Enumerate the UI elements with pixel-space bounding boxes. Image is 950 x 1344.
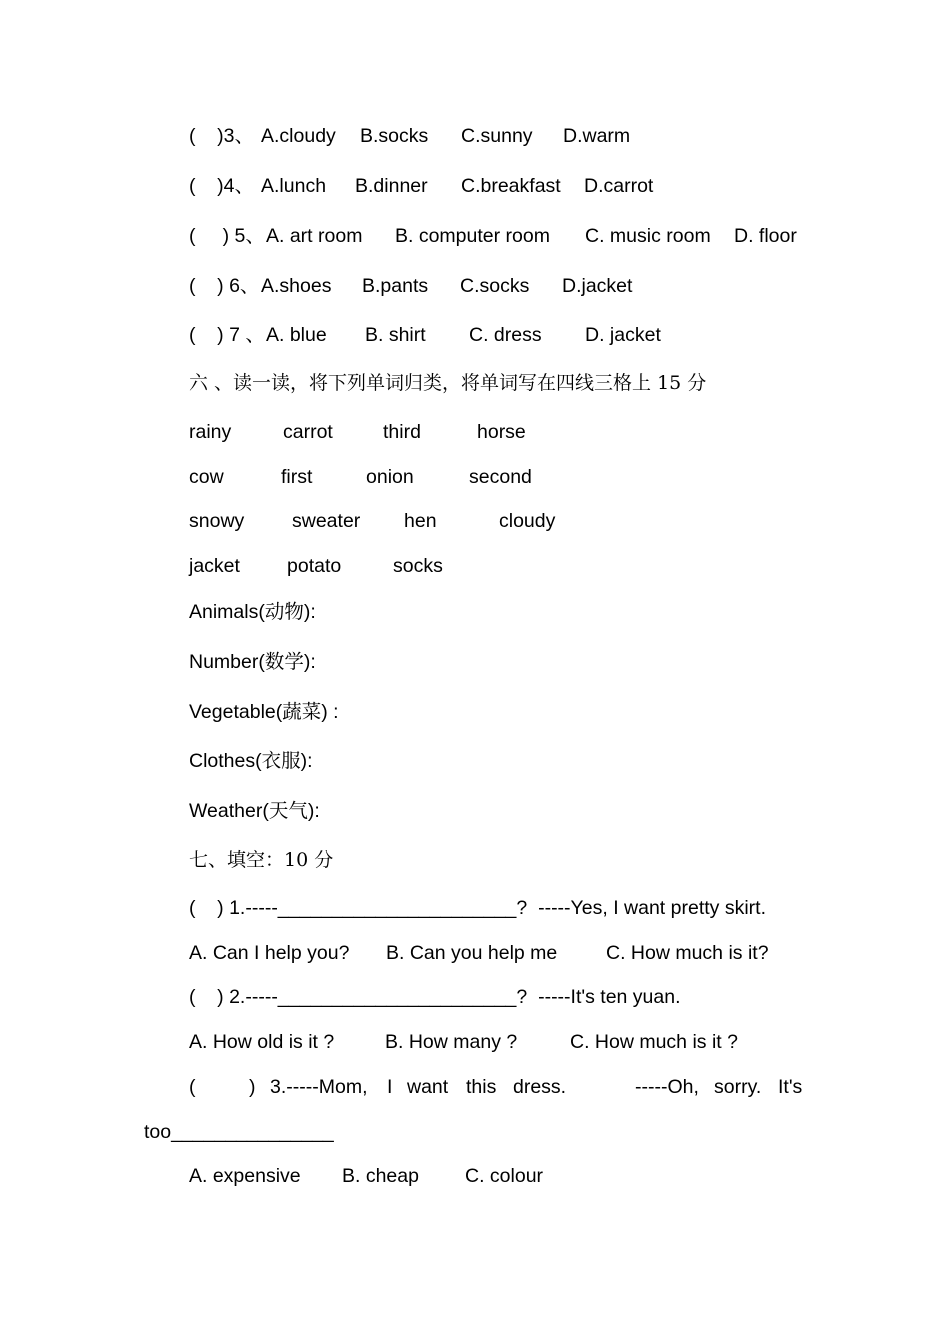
option-c: C.breakfast: [461, 175, 561, 197]
word: third: [383, 421, 421, 443]
option-d: D.warm: [563, 125, 631, 147]
option-b: B. Can you help me: [386, 942, 558, 964]
question-row: [189, 124, 631, 148]
option-d: D. floor: [734, 225, 797, 247]
options-row: [189, 1164, 544, 1188]
option-c: C. How much is it?: [606, 942, 769, 964]
question-row: [189, 174, 654, 198]
option-b: B.dinner: [355, 175, 428, 197]
word: first: [281, 466, 313, 488]
option-c: C. music room: [585, 225, 711, 247]
category-label: Vegetable(蔬菜) :: [189, 701, 339, 723]
question-number: ( )4、: [189, 175, 255, 197]
option-a: A.shoes: [261, 275, 332, 297]
option-b: B.pants: [362, 275, 429, 297]
question-number: ( ) 6、: [189, 275, 260, 297]
option-c: C. colour: [465, 1165, 544, 1187]
category-label: Weather(天气):: [189, 800, 320, 822]
word: snowy: [189, 510, 245, 532]
section-heading: 七、填空：10 分: [189, 849, 334, 871]
word: onion: [366, 466, 414, 488]
option-a: A. Can I help you?: [189, 942, 350, 964]
question-text: ( ) 1.-----______________________? -----Yes, I want pretty skirt.: [189, 897, 766, 919]
word: cloudy: [499, 510, 556, 532]
category-label: Animals(动物):: [189, 601, 316, 623]
word: carrot: [283, 421, 333, 443]
option-d: D. jacket: [585, 324, 661, 346]
question-text-continued: too_______________: [144, 1121, 334, 1143]
option-b: B. computer room: [395, 225, 550, 247]
option-b: B.socks: [360, 125, 429, 147]
question-text: ( ) 3.-----Mom, I want this dress. -----Oh, sorry. It's: [189, 1076, 803, 1098]
word: sweater: [292, 510, 361, 532]
word: second: [469, 466, 532, 488]
option-b: B. shirt: [365, 324, 426, 346]
option-a: A. art room: [266, 225, 363, 247]
option-a: A.lunch: [261, 175, 327, 197]
word: socks: [393, 555, 443, 577]
option-a: A. How old is it ?: [189, 1031, 335, 1053]
word-row: [189, 554, 443, 578]
option-b: B. How many ?: [385, 1031, 518, 1053]
section-heading: 六 、读一读，将下列单词归类，将单词写在四线三格上 15 分: [189, 372, 707, 394]
category-label: Number(数学):: [189, 651, 316, 673]
option-b: B. cheap: [342, 1165, 419, 1187]
option-d: D.carrot: [584, 175, 654, 197]
option-a: A.cloudy: [261, 125, 336, 147]
word-row: [189, 509, 556, 533]
question-row: [189, 323, 661, 347]
word: potato: [287, 555, 342, 577]
option-d: D.jacket: [562, 275, 633, 297]
word: cow: [189, 466, 224, 488]
word-row: [189, 465, 532, 489]
option-c: C.socks: [460, 275, 530, 297]
word: rainy: [189, 421, 232, 443]
question-number: ( )3、: [189, 125, 255, 147]
question-number: ( ) 7 、: [189, 324, 265, 346]
option-a: A. blue: [266, 324, 327, 346]
option-c: C. How much is it ?: [570, 1031, 738, 1053]
word: jacket: [189, 555, 240, 577]
options-row: [189, 941, 769, 965]
category-label: Clothes(衣服):: [189, 750, 313, 772]
question-row: [189, 274, 633, 298]
word-row: [189, 420, 526, 444]
option-c: C. dress: [469, 324, 542, 346]
option-c: C.sunny: [461, 125, 533, 147]
option-a: A. expensive: [189, 1165, 301, 1187]
word: horse: [477, 421, 526, 443]
question-row: [189, 224, 797, 248]
question-text: ( ) 2.-----______________________? -----It's ten yuan.: [189, 986, 681, 1008]
options-row: [189, 1030, 738, 1054]
word: hen: [404, 510, 437, 532]
question-number: ( ) 5、: [189, 225, 265, 247]
